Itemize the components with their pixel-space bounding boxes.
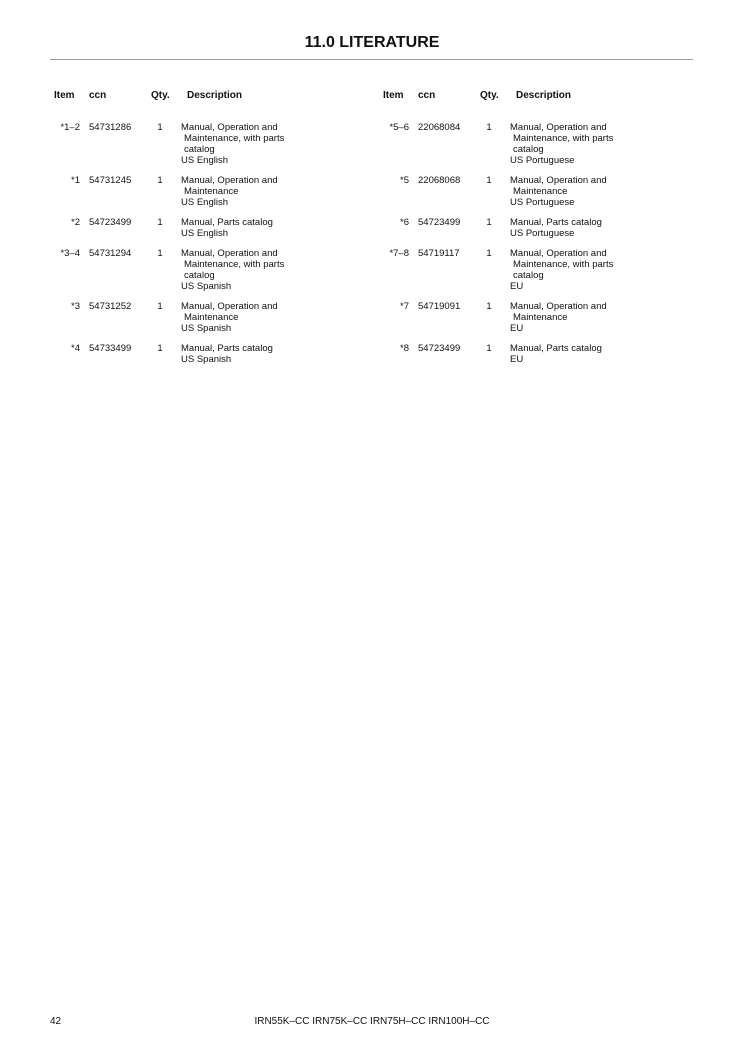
- description-line: US English: [181, 228, 228, 239]
- description-line: Manual, Operation and: [510, 175, 607, 186]
- item-number: *7: [400, 301, 409, 312]
- table-rows: [50, 122, 370, 365]
- description-line: Manual, Operation and: [510, 248, 607, 259]
- header-ccn: ccn: [89, 90, 107, 101]
- item-number: *1: [71, 175, 80, 186]
- description-line: Maintenance: [184, 312, 239, 323]
- item-number: *1–2: [60, 122, 80, 133]
- description-line: Manual, Parts catalog: [510, 343, 602, 354]
- literature-table-left: [50, 90, 370, 374]
- title-divider: [50, 59, 693, 60]
- page-title: 11.0 LITERATURE: [304, 34, 440, 51]
- table-row: [50, 175, 370, 208]
- quantity: 1: [486, 301, 492, 312]
- table-rows: [379, 122, 699, 365]
- description-line: Maintenance: [184, 186, 239, 197]
- item-number: *3–4: [60, 248, 80, 259]
- description-line: Manual, Operation and: [181, 122, 278, 133]
- description-line: Manual, Operation and: [510, 301, 607, 312]
- description: [510, 217, 699, 239]
- ccn-number: 22068084: [418, 122, 461, 133]
- description-line: EU: [510, 281, 524, 292]
- ccn-number: 54719091: [418, 301, 461, 312]
- ccn-number: 54731245: [89, 175, 132, 186]
- item-number: *6: [400, 217, 409, 228]
- quantity: 1: [157, 175, 163, 186]
- description-line: Manual, Parts catalog: [181, 217, 273, 228]
- item-number: *3: [71, 301, 80, 312]
- description-line: catalog: [513, 270, 544, 281]
- description-line: Maintenance: [513, 186, 568, 197]
- description-line: US Spanish: [181, 354, 232, 365]
- item-number: *5: [400, 175, 409, 186]
- description-line: Manual, Operation and: [181, 175, 278, 186]
- quantity: 1: [157, 301, 163, 312]
- quantity: 1: [157, 122, 163, 133]
- quantity: 1: [486, 248, 492, 259]
- description: [181, 122, 370, 166]
- ccn-number: 54723499: [89, 217, 132, 228]
- description-line: Manual, Parts catalog: [181, 343, 273, 354]
- ccn-number: 54731294: [89, 248, 132, 259]
- ccn-number: 54723499: [418, 343, 461, 354]
- description-line: US English: [181, 197, 228, 208]
- description: [181, 217, 370, 239]
- description-line: EU: [510, 354, 524, 365]
- description-line: US Spanish: [181, 281, 232, 292]
- header-ccn: ccn: [418, 90, 436, 101]
- description-line: Maintenance: [513, 312, 568, 323]
- quantity: 1: [486, 175, 492, 186]
- table-header: [379, 90, 699, 104]
- description-line: catalog: [513, 144, 544, 155]
- item-number: *4: [71, 343, 80, 354]
- header-item: Item: [383, 90, 404, 101]
- table-row: [50, 122, 370, 166]
- description: [181, 343, 370, 365]
- description-line: Maintenance, with parts: [513, 259, 614, 270]
- description-line: Manual, Operation and: [510, 122, 607, 133]
- description: [510, 122, 699, 166]
- description-line: US Portuguese: [510, 155, 575, 166]
- description: [510, 343, 699, 365]
- description-line: Maintenance, with parts: [184, 133, 285, 144]
- description-line: Manual, Parts catalog: [510, 217, 602, 228]
- page-number: 42: [50, 1016, 62, 1027]
- table-row: [50, 217, 370, 239]
- description-line: Maintenance, with parts: [184, 259, 285, 270]
- description-line: US English: [181, 155, 228, 166]
- item-number: *5–6: [389, 122, 409, 133]
- description-line: Manual, Operation and: [181, 248, 278, 259]
- description: [510, 301, 699, 334]
- ccn-number: 54733499: [89, 343, 132, 354]
- description-line: EU: [510, 323, 524, 334]
- table-row: [379, 248, 699, 292]
- quantity: 1: [157, 248, 163, 259]
- table-row: [379, 343, 699, 365]
- quantity: 1: [486, 217, 492, 228]
- description-line: catalog: [184, 270, 215, 281]
- description-line: Manual, Operation and: [181, 301, 278, 312]
- ccn-number: 22068068: [418, 175, 461, 186]
- ccn-number: 54731252: [89, 301, 132, 312]
- table-row: [379, 122, 699, 166]
- quantity: 1: [486, 122, 492, 133]
- table-row: [50, 301, 370, 334]
- table-row: [379, 217, 699, 239]
- table-header: [50, 90, 370, 104]
- literature-table-right: [379, 90, 699, 374]
- item-number: *7–8: [389, 248, 409, 259]
- table-row: [50, 343, 370, 365]
- description-line: US Portuguese: [510, 228, 575, 239]
- description: [181, 301, 370, 334]
- description: [181, 175, 370, 208]
- item-number: *8: [400, 343, 409, 354]
- ccn-number: 54719117: [418, 248, 460, 259]
- ccn-number: 54723499: [418, 217, 461, 228]
- header-qty: Qty.: [151, 90, 170, 101]
- description: [510, 248, 699, 292]
- description-line: US Portuguese: [510, 197, 575, 208]
- description-line: catalog: [184, 144, 215, 155]
- table-row: [379, 301, 699, 334]
- table-row: [379, 175, 699, 208]
- header-item: Item: [54, 90, 75, 101]
- item-number: *2: [71, 217, 80, 228]
- description: [510, 175, 699, 208]
- table-row: [50, 248, 370, 292]
- description-line: Maintenance, with parts: [513, 133, 614, 144]
- ccn-number: 54731286: [89, 122, 132, 133]
- quantity: 1: [486, 343, 492, 354]
- footer-model-list: IRN55K–CC IRN75K–CC IRN75H–CC IRN100H–CC: [254, 1016, 490, 1027]
- header-description: Description: [187, 90, 243, 101]
- quantity: 1: [157, 343, 163, 354]
- header-qty: Qty.: [480, 90, 499, 101]
- quantity: 1: [157, 217, 163, 228]
- description: [181, 248, 370, 292]
- header-description: Description: [516, 90, 572, 101]
- description-line: US Spanish: [181, 323, 232, 334]
